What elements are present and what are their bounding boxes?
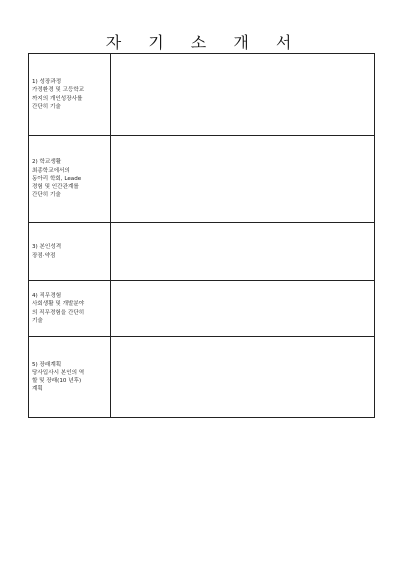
document-title: 자 기 소 개 서 — [105, 33, 303, 52]
label-line: 1) 성장과정 — [32, 79, 62, 86]
section-content-future[interactable] — [111, 337, 375, 418]
section-content-experience[interactable] — [111, 281, 375, 337]
label-line: 동아리 학회, Leade — [32, 175, 82, 182]
section-row-experience — [29, 281, 375, 337]
label-line: 까지의 개인성장사를 — [32, 95, 83, 102]
label-line: 최종학교에서의 — [32, 167, 70, 174]
label-line: 가정환경 및 고등학교 — [32, 87, 85, 94]
label-line: 의 직무경험을 간단히 — [32, 309, 85, 316]
label-line: 경험 및 인간관계를 — [32, 184, 79, 191]
label-line: 간단히 기술 — [32, 103, 61, 110]
label-line: 기술 — [32, 317, 43, 324]
label-line: 4) 직무경험 — [32, 293, 62, 300]
section-row-growth — [29, 54, 375, 136]
label-line: 간단히 기술 — [32, 192, 61, 199]
section-label-experience — [29, 281, 111, 337]
section-label-growth — [29, 54, 111, 136]
section-label-future — [29, 337, 111, 418]
label-line: 계획 — [32, 386, 43, 393]
label-line: 5) 장래계획 — [32, 361, 62, 368]
label-line: 장점·약점 — [32, 252, 56, 259]
section-row-future — [29, 337, 375, 418]
section-row-school — [29, 136, 375, 223]
label-line: 2) 학교생활 — [32, 159, 62, 166]
section-content-growth[interactable] — [111, 54, 375, 136]
section-label-school — [29, 136, 111, 223]
section-content-personality[interactable] — [111, 223, 375, 281]
label-line: 사회생활 및 개발분야 — [32, 301, 85, 308]
section-label-personality — [29, 223, 111, 281]
section-row-personality — [29, 223, 375, 281]
label-line: 3) 본인성격 — [32, 244, 62, 251]
self-introduction-form — [28, 53, 375, 418]
label-line: 당사입사시 본인의 역 — [32, 369, 85, 376]
label-line: 할 및 장래(10 년후) — [32, 378, 82, 384]
section-content-school[interactable] — [111, 136, 375, 223]
